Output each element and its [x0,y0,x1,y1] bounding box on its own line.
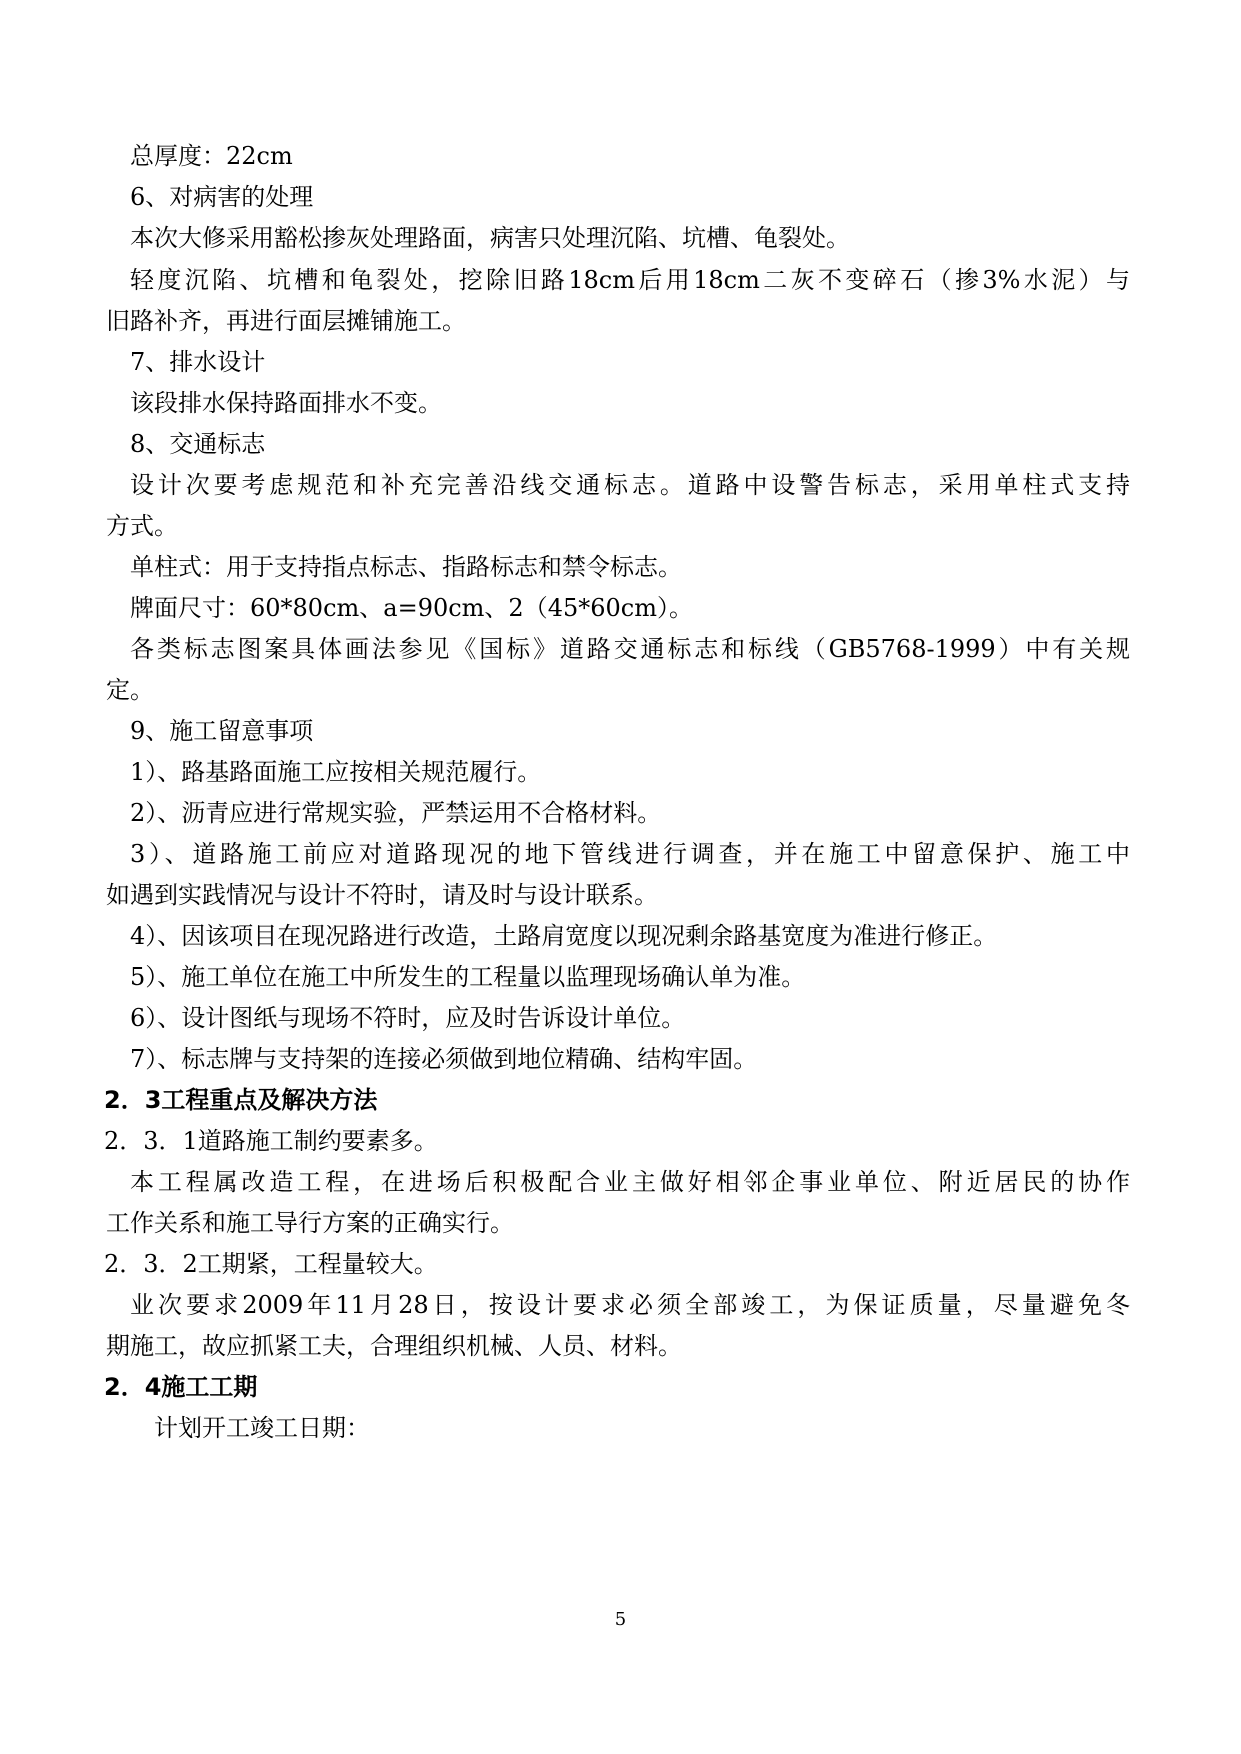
paragraph-line: 本次大修采用豁松掺灰处理路面，病害只处理沉陷、坑槽、龟裂处。 [130,224,850,252]
list-item: 5）、施工单位在施工中所发生的工程量以监理现场确认单为准。 [130,963,806,991]
subsection-heading: 2．3．2工期紧，工程量较大。 [104,1250,438,1278]
paragraph-line: 工作关系和施工导行方案的正确实行。 [106,1209,514,1237]
section-heading-drainage: 7、排水设计 [130,348,266,376]
paragraph-line: 各类标志图案具体画法参见《国标》道路交通标志和标线（GB5768-1999）中有关规 [130,635,1130,663]
list-item: 2）、沥青应进行常规实验，严禁运用不合格材料。 [130,799,662,827]
paragraph-line: 单柱式：用于支持指点标志、指路标志和禁令标志。 [130,553,682,581]
paragraph-line: 业次要求2009年11月28日，按设计要求必须全部竣工，为保证质量，尽量避免冬 [130,1291,1130,1319]
paragraph-line: 计划开工竣工日期： [154,1414,370,1442]
paragraph-line: 牌面尺寸：60*80cm、a=90cm、2（45*60cm）。 [130,594,693,622]
paragraph-line: 设计次要考虑规范和补充完善沿线交通标志。道路中设警告标志，采用单柱式支持 [130,471,1130,499]
list-item: 1）、路基路面施工应按相关规范履行。 [130,758,542,786]
section-heading-traffic-signs: 8、交通标志 [130,430,266,458]
list-item: 7）、标志牌与支持架的连接必须做到地位精确、结构牢固。 [130,1045,758,1073]
list-item: 3）、道路施工前应对道路现况的地下管线进行调查，并在施工中留意保护、施工中 [130,840,1130,868]
subsection-heading: 2．3．1道路施工制约要素多。 [104,1127,438,1155]
paragraph-line: 旧路补齐，再进行面层摊铺施工。 [106,307,466,335]
paragraph-line: 轻度沉陷、坑槽和龟裂处，挖除旧路18cm后用18cm二灰不变碎石（掺3%水泥）与 [130,266,1130,294]
paragraph-line: 本工程属改造工程，在进场后积极配合业主做好相邻企事业单位、附近居民的协作 [130,1168,1130,1196]
total-thickness-line: 总厚度：22cm [130,142,293,170]
paragraph-line: 方式。 [106,512,178,540]
section-heading-construction-notes: 9、施工留意事项 [130,717,314,745]
list-item: 4）、因该项目在现况路进行改造，土路肩宽度以现况剩余路基宽度为准进行修正。 [130,922,998,950]
list-item: 6）、设计图纸与现场不符时，应及时告诉设计单位。 [130,1004,686,1032]
paragraph-line: 期施工，故应抓紧工夫，合理组织机械、人员、材料。 [106,1332,682,1360]
list-item-continuation: 如遇到实践情况与设计不符时，请及时与设计联系。 [106,881,658,909]
section-heading-disease-treatment: 6、对病害的处理 [130,183,314,211]
section-heading-schedule: 2．4施工工期 [104,1373,258,1401]
page-number: 5 [614,1609,627,1630]
section-heading-key-points: 2．3工程重点及解决方法 [104,1086,378,1114]
paragraph-line: 该段排水保持路面排水不变。 [130,389,442,417]
paragraph-line: 定。 [106,676,154,704]
